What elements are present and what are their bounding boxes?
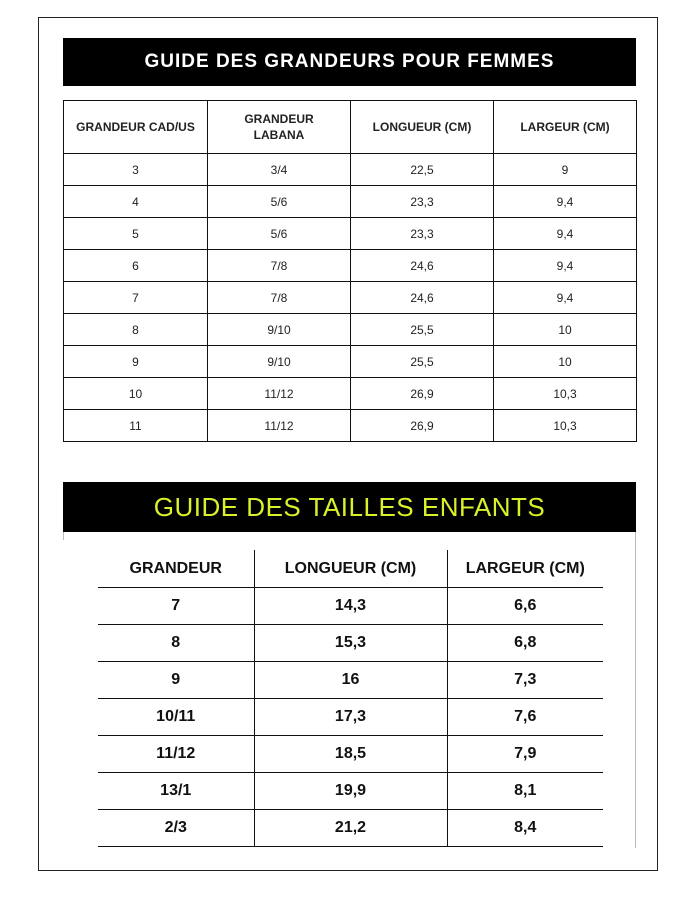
table-cell: 10 <box>64 378 208 410</box>
table-header-row <box>64 101 637 154</box>
table-cell: 18,5 <box>254 736 447 773</box>
table-row <box>98 588 603 625</box>
table-cell: 7 <box>98 588 254 625</box>
column-header: LONGUEUR (CM) <box>254 550 447 588</box>
table-row <box>98 773 603 810</box>
table-cell: 11 <box>64 410 208 442</box>
container-edge <box>635 532 636 848</box>
table-cell: 24,6 <box>351 282 494 314</box>
table-cell: 10,3 <box>494 410 637 442</box>
table-cell: 11/12 <box>208 410 351 442</box>
table-cell: 9,4 <box>494 250 637 282</box>
kids-size-guide-title: GUIDE DES TAILLES ENFANTS <box>63 482 636 532</box>
table-cell: 10 <box>494 314 637 346</box>
container-edge <box>63 532 64 540</box>
table-cell: 15,3 <box>254 625 447 662</box>
table-cell: 24,6 <box>351 250 494 282</box>
table-cell: 5 <box>64 218 208 250</box>
table-cell: 10,3 <box>494 378 637 410</box>
table-cell: 10/11 <box>98 699 254 736</box>
table-cell: 2/3 <box>98 810 254 847</box>
table-cell: 9,4 <box>494 186 637 218</box>
table-cell: 7,3 <box>447 662 603 699</box>
table-cell: 9,4 <box>494 218 637 250</box>
table-cell: 11/12 <box>98 736 254 773</box>
table-cell: 25,5 <box>351 346 494 378</box>
table-cell: 7,6 <box>447 699 603 736</box>
table-row <box>98 810 603 847</box>
table-row <box>98 662 603 699</box>
table-cell: 19,9 <box>254 773 447 810</box>
table-row <box>64 218 637 250</box>
table-cell: 3 <box>64 154 208 186</box>
table-row <box>64 378 637 410</box>
women-size-guide-title: GUIDE DES GRANDEURS POUR FEMMES <box>63 38 636 86</box>
table-cell: 11/12 <box>208 378 351 410</box>
table-cell: 8 <box>64 314 208 346</box>
table-row <box>64 250 637 282</box>
table-row <box>64 314 637 346</box>
table-row <box>98 736 603 773</box>
table-cell: 26,9 <box>351 378 494 410</box>
table-cell: 8 <box>98 625 254 662</box>
table-cell: 7/8 <box>208 282 351 314</box>
column-header: GRANDEUR CAD/US <box>64 101 208 154</box>
table-cell: 22,5 <box>351 154 494 186</box>
table-cell: 6,8 <box>447 625 603 662</box>
table-row <box>64 154 637 186</box>
table-cell: 9/10 <box>208 314 351 346</box>
table-row <box>98 699 603 736</box>
table-cell: 9 <box>64 346 208 378</box>
table-cell: 4 <box>64 186 208 218</box>
kids-size-table <box>98 550 603 847</box>
table-cell: 7 <box>64 282 208 314</box>
table-cell: 13/1 <box>98 773 254 810</box>
table-cell: 9,4 <box>494 282 637 314</box>
table-cell: 5/6 <box>208 186 351 218</box>
table-cell: 6,6 <box>447 588 603 625</box>
table-cell: 10 <box>494 346 637 378</box>
table-header-row <box>98 550 603 588</box>
table-cell: 14,3 <box>254 588 447 625</box>
table-cell: 7/8 <box>208 250 351 282</box>
table-row <box>64 282 637 314</box>
table-cell: 23,3 <box>351 186 494 218</box>
table-row <box>64 410 637 442</box>
table-cell: 8,4 <box>447 810 603 847</box>
table-cell: 23,3 <box>351 218 494 250</box>
table-cell: 9 <box>98 662 254 699</box>
table-cell: 21,2 <box>254 810 447 847</box>
table-cell: 26,9 <box>351 410 494 442</box>
table-cell: 25,5 <box>351 314 494 346</box>
table-cell: 8,1 <box>447 773 603 810</box>
column-header: GRANDEUR <box>98 550 254 588</box>
column-header: LARGEUR (CM) <box>494 101 637 154</box>
column-header: LARGEUR (CM) <box>447 550 603 588</box>
table-cell: 3/4 <box>208 154 351 186</box>
table-cell: 9/10 <box>208 346 351 378</box>
table-cell: 17,3 <box>254 699 447 736</box>
table-cell: 9 <box>494 154 637 186</box>
table-row <box>98 625 603 662</box>
table-row <box>64 346 637 378</box>
table-cell: 16 <box>254 662 447 699</box>
table-cell: 6 <box>64 250 208 282</box>
table-cell: 5/6 <box>208 218 351 250</box>
women-size-table <box>63 100 637 442</box>
column-header: LONGUEUR (CM) <box>351 101 494 154</box>
column-header: GRANDEUR LABANA <box>208 101 351 154</box>
table-cell: 7,9 <box>447 736 603 773</box>
table-row <box>64 186 637 218</box>
